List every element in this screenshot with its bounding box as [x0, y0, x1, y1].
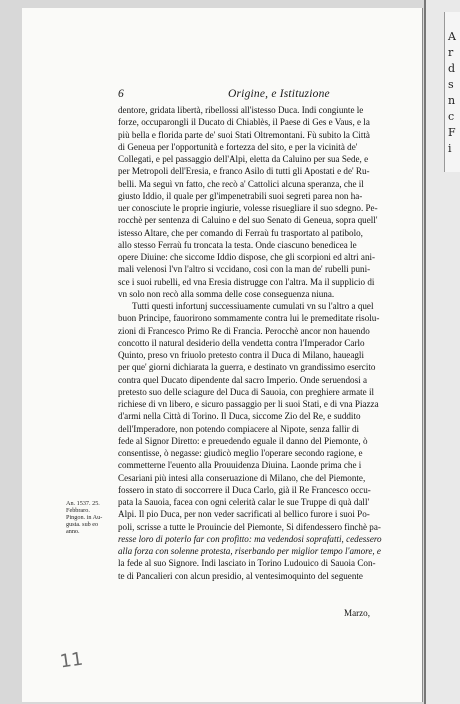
text-line: la fede al suo Signore. Indi lasciato in Torino Ludouico di Sauoia Con- [118, 558, 376, 569]
margin-note-line: An. 1537. 25. [66, 500, 100, 507]
running-head: Origine, e Istituzione [228, 88, 330, 100]
text-line: forze, occuparongli il Ducato di Chiablès, il Paese di Ges e Vaus, e la [118, 117, 370, 128]
page-header [118, 88, 378, 104]
text-line: fede al Signor Diretto: e preuedendo eguale il danno del Piemonte, ò [118, 435, 368, 446]
edge-letter: A [448, 30, 456, 43]
text-line: commetterne l'euento alla Prouuidenza Diuina. Laonde prima che i [118, 460, 362, 471]
text-line: per Metropoli dell'Eresia, e franco Asilo di tutti gli Apostati e de' Ru- [118, 166, 370, 177]
text-line: pretesto suo delle sciagure del Duca di Sauoia, con preghiere armate il [118, 386, 375, 397]
text-line: giusto Iddio, il quale per gl'impenetrabili suoi segreti parea non ha- [118, 190, 363, 201]
text-line: fossero in stato di soccorrere il Duca Carlo, già il Re Francesco occu- [118, 484, 371, 495]
margin-note-line: Pingon. in Au- [66, 514, 103, 521]
text-line: Quinto, preso vn friuolo pretesto contra il Duca di Milano, haueagli [118, 350, 364, 360]
edge-letter: s [448, 78, 454, 91]
text-line: istesso Altare, che per comando di Ferraù fu trasportato al patibolo, [118, 227, 363, 238]
text-line: buon Principe, fauorirono sommamente contra lui le premeditate risolu- [118, 313, 380, 324]
text-line: belli. Ma seguì vn fatto, che recò a' Cattolici alcuna speranza, che il [118, 178, 364, 189]
margin-note-line: gusta. sub eo [66, 521, 99, 528]
text-line: vn solo non recò alla somma delle cose conseguenza niuna. [118, 288, 335, 299]
text-line: di Geneua per l'opportunità e fortezza del sito, e per la vicinità de' [118, 141, 358, 152]
text-line: sce i suoi rubelli, ed vna Eresia distrugge con l'altra. Ma il supplicio di [118, 276, 375, 287]
text-line: richiese di vn libero, e sicuro passaggio per li suoi Stati, e di vna Piazza [118, 399, 379, 409]
margin-note-line: Febbraro. [66, 507, 90, 514]
text-line: pata la Sauoia, facea con ogni celerità calar le sue Truppe di quà dall' [118, 497, 370, 507]
text-line: per que' giorni dichiarata la guerra, e destinato vn grandissimo esercito [118, 362, 376, 373]
text-line: concotto il natural desiderio della vendetta contra l'Imperador Carlo [118, 337, 365, 348]
text-line: te di Pancalieri con alcun presidio, al ventesimoquinto del seguente [118, 570, 363, 581]
text-line: Tutti questi infortunj successiuamente cumulati vn su l'altro a quel [132, 301, 374, 311]
text-line: poli, scrisse a tutte le Prouincie del Piemonte, Si difendessero finchè pa- [118, 521, 381, 532]
edge-letter: r [448, 46, 454, 59]
edge-letter: n [448, 94, 456, 107]
edge-letter: i [448, 142, 452, 155]
pencil-mark: 11 [58, 648, 85, 673]
margin-note-line: anno. [66, 528, 80, 535]
text-line: dentore, gridata libertà, ribellossi all'istesso Duca. Indi congiunte le [118, 105, 364, 115]
catchword: Marzo, [344, 608, 371, 618]
text-line: dell'Imperadore, non potendo compiacere al Nipote, senza fallir di [118, 423, 360, 434]
margin-note [66, 500, 116, 535]
text-line: contra quel Ducato dipendente dal sacro Imperio. Onde seruendosi a [118, 374, 367, 385]
text-line: consentisse, ò negasse: giudicò meglio l'operare secondo ragione, e [118, 448, 363, 458]
text-line: rocchè per sentenza di Caluino e del suo Senato di Geneua, sopra quell' [118, 215, 378, 226]
text-line: Collegati, e pel passaggio dell'Alpi, eletta da Caluino per sua Sede, e [118, 154, 369, 164]
text-line: uer conosciute le proprie ingiurie, volesse risuegliare il suo sdegno. Pe- [118, 203, 378, 213]
text-line: zioni di Francesco Primo Re di Francia. Perocchè ancor non hauendo [118, 325, 370, 336]
text-line: d'armi nella Città di Torino. Il Duca, siccome Zio del Re, e suddito [118, 411, 361, 422]
text-line: resse loro di poterlo far con profitto: ma vedendosi soprafatti, cedessero [118, 533, 382, 544]
text-line: allo stesso Ferraù fu troncata la testa. Onde ciascuno benedicea le [118, 239, 357, 250]
text-line: Cesariani più intesi alla conseruazione di Milano, che del Piemonte, [118, 472, 366, 483]
edge-letter: c [448, 110, 455, 123]
text-line: opere Diuine: che siccome Iddio dispose, che gli scorpioni ed altri ani- [118, 252, 376, 262]
text-line: alla forza con solenne protesta, riserbando per miglior tempo l'amore, e [118, 546, 381, 556]
text-line: mali velenosi l'vn l'altro si vccidano, così con la man de' rubelli puni- [118, 264, 371, 275]
text-line: più bella e florida parte de' suoi Stati Oltremontani. Fù subito la Città [118, 129, 370, 140]
page-number: 6 [118, 88, 124, 100]
body-text [118, 104, 390, 582]
edge-letter: F [448, 126, 456, 139]
text-line: Alpi. Il pio Duca, per non veder sacrificati al bellico furore i suoi Po- [118, 509, 370, 520]
edge-letter: d [448, 62, 456, 75]
